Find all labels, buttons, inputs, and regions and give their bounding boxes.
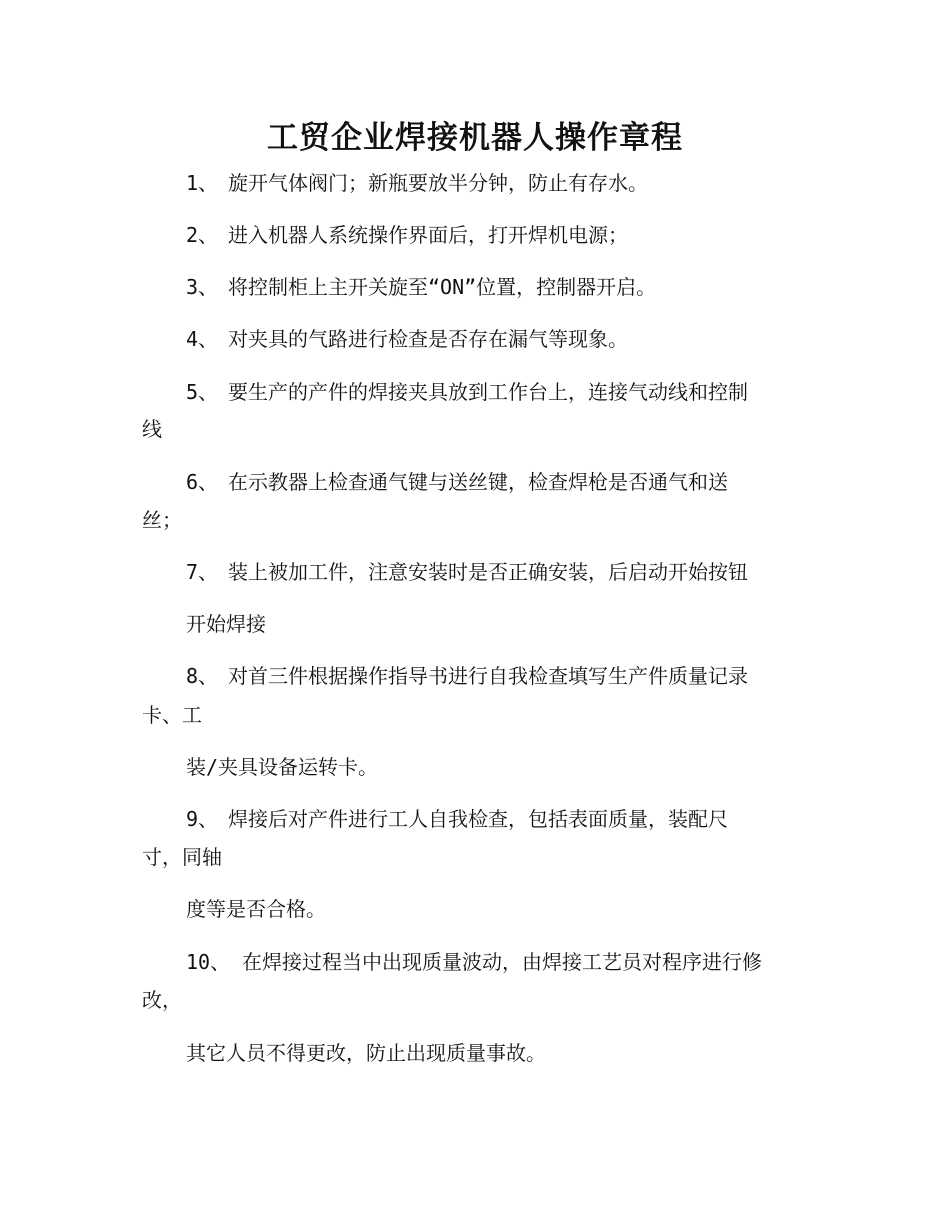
step-7-line-2: 开始焊接 [186, 612, 266, 636]
step-5-line-1 [186, 377, 866, 407]
document-title: 工贸企业焊接机器人操作章程 [267, 120, 683, 156]
step-6-line-1 [186, 467, 866, 497]
step-10-line-3: 其它人员不得更改，防止出现质量事故。 [186, 1041, 546, 1065]
step-10-number: 10、 [186, 950, 231, 974]
step-8-line-2: 卡、工 [142, 703, 202, 727]
step-9-number: 9、 [186, 807, 219, 831]
step-1-number: 1、 [186, 171, 219, 195]
step-5-line-2: 线 [142, 417, 162, 441]
step-6-text: 在示教器上检查通气键与送丝键，检查焊枪是否通气和送 [228, 470, 728, 494]
step-1-line-1 [186, 168, 866, 198]
step-4-text: 对夹具的气路进行检查是否存在漏气等现象。 [228, 327, 628, 351]
step-6-line-2: 丝； [142, 508, 182, 532]
step-10-line-2: 改， [142, 988, 182, 1012]
step-7-text: 装上被加工件，注意安装时是否正确安装，后启动开始按钮 [228, 560, 748, 584]
step-6-number: 6、 [186, 470, 219, 494]
step-9-line-2: 寸，同轴 [142, 845, 222, 869]
step-2-number: 2、 [186, 223, 219, 247]
step-8-line-1 [186, 661, 866, 691]
step-4-line-1 [186, 324, 866, 354]
step-8-number: 8、 [186, 664, 219, 688]
step-1-text: 旋开气体阀门；新瓶要放半分钟，防止有存水。 [228, 171, 648, 195]
step-9-line-1 [186, 804, 866, 834]
step-9-text: 焊接后对产件进行工人自我检查，包括表面质量，装配尺 [228, 807, 728, 831]
step-9-line-3: 度等是否合格。 [186, 897, 326, 921]
step-3-text: 将控制柜上主开关旋至“ON”位置，控制器开启。 [228, 275, 657, 299]
step-8-line-3: 装/夹具设备运转卡。 [186, 755, 379, 779]
step-10-text: 在焊接过程当中出现质量波动，由焊接工艺员对程序进行修 [242, 950, 762, 974]
step-10-line-1 [186, 947, 866, 977]
step-5-number: 5、 [186, 380, 219, 404]
step-2-line-1 [186, 220, 866, 250]
step-3-line-1 [186, 272, 866, 302]
step-7-line-1 [186, 557, 866, 587]
step-5-text: 要生产的产件的焊接夹具放到工作台上，连接气动线和控制 [228, 380, 748, 404]
step-4-number: 4、 [186, 327, 219, 351]
step-2-text: 进入机器人系统操作界面后，打开焊机电源； [228, 223, 628, 247]
step-3-number: 3、 [186, 275, 219, 299]
step-8-text: 对首三件根据操作指导书进行自我检查填写生产件质量记录 [228, 664, 748, 688]
step-7-number: 7、 [186, 560, 219, 584]
